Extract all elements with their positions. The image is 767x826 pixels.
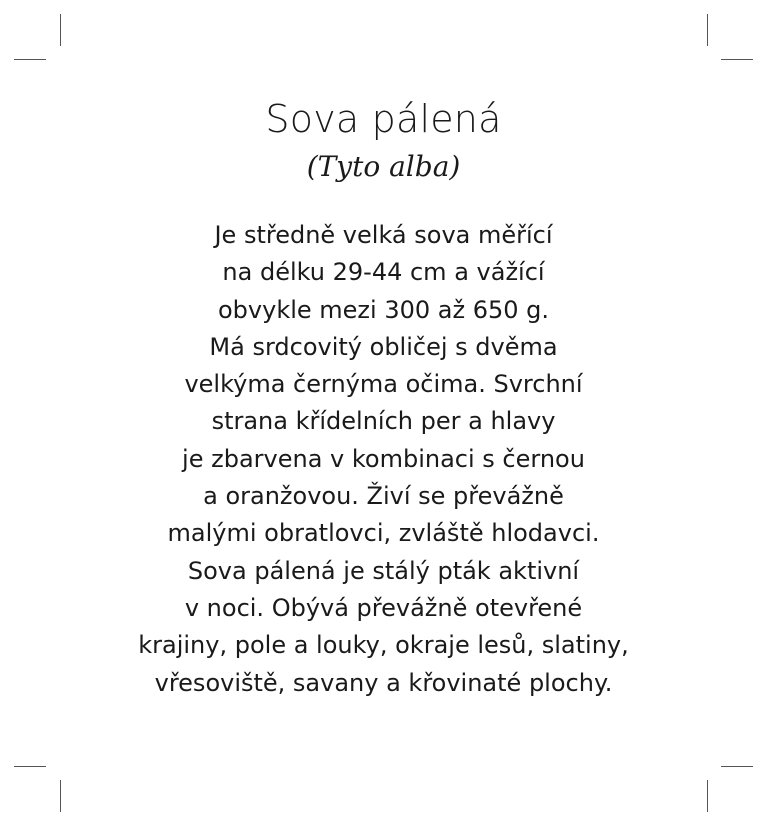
species-card: [0, 95, 767, 702]
description-line: velkýma černýma očima. Svrchní: [184, 370, 583, 399]
crop-mark-top-left-horizontal: [14, 59, 46, 60]
crop-mark-bottom-right-vertical: [707, 780, 708, 812]
description-line: Má srdcovitý obličej s dvěma: [209, 332, 558, 361]
description-line: v noci. Obývá převážně otevřené: [184, 593, 583, 622]
species-description: [0, 217, 767, 702]
description-line: malými obratlovci, zvláště hlodavci.: [167, 519, 600, 548]
latin-name: (Tyto alba): [306, 150, 461, 183]
crop-mark-top-left-vertical: [60, 14, 61, 46]
description-line: je zbarvena v kombinaci s černou: [182, 444, 585, 473]
crop-mark-top-right-horizontal: [721, 59, 753, 60]
description-line: a oranžovou. Živí se převážně: [203, 482, 564, 511]
description-line: strana křídelních per a hlavy: [211, 407, 556, 436]
crop-mark-bottom-left-vertical: [60, 780, 61, 812]
description-line: Je středně velká sova měřící: [214, 221, 553, 249]
crop-mark-bottom-left-horizontal: [14, 766, 46, 767]
description-line: vřesoviště, savany a křovinaté plochy.: [154, 668, 613, 697]
description-line: obvykle mezi 300 až 650 g.: [218, 295, 549, 324]
species-title: Sova pálená: [265, 97, 502, 141]
crop-mark-bottom-right-horizontal: [721, 766, 753, 767]
description-line: Sova pálená je stálý pták aktivní: [187, 556, 580, 585]
description-line: krajiny, pole a louky, okraje lesů, slatiny,: [138, 631, 629, 660]
crop-mark-top-right-vertical: [707, 14, 708, 46]
description-line: na délku 29-44 cm a vážící: [222, 258, 545, 287]
